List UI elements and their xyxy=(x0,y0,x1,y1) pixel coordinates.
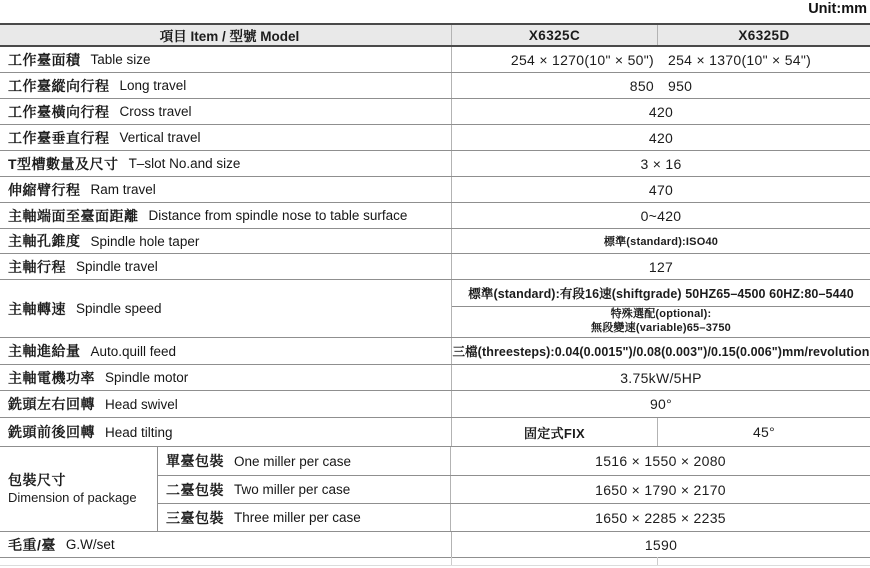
label-head-swivel xyxy=(0,391,452,417)
label-zh: 主軸電機功率 xyxy=(8,369,95,386)
label-zh: 二臺包裝 xyxy=(166,481,224,498)
label-en: G.W/set xyxy=(65,537,115,552)
label-en: Spindle hole taper xyxy=(90,233,200,249)
value-shared: 127 xyxy=(648,258,674,275)
value-gross-weight xyxy=(452,532,870,557)
value-spindle-hole-taper xyxy=(452,229,870,253)
value-shared: 470 xyxy=(648,181,674,198)
value-spindle-motor xyxy=(452,365,870,390)
label-ram-travel xyxy=(0,177,452,202)
value-shared: 1590 xyxy=(644,536,678,553)
label-package-one xyxy=(158,447,451,475)
label-zh: 毛重/臺 xyxy=(8,536,56,553)
value-standard: 標準(standard):有段16速(shiftgrade) 50HZ65–4500 60HZ:80–5440 xyxy=(468,287,854,301)
value-ram-travel xyxy=(452,177,870,202)
row-package-dimensions xyxy=(0,447,870,532)
label-zh: 單臺包裝 xyxy=(166,453,224,469)
value-x6325c: 254 × 1270(10" × 50") xyxy=(510,51,654,68)
value-package-one xyxy=(451,447,870,475)
value-long-travel xyxy=(452,73,870,98)
divider-line xyxy=(0,565,870,566)
header-item-model: 項目 Item / 型號 Model xyxy=(0,25,452,45)
value-x6325c: 850 xyxy=(629,77,654,94)
value-head-swivel xyxy=(452,391,870,417)
label-zh: 工作臺橫向行程 xyxy=(8,103,110,120)
value-shared: 1516 × 1550 × 2080 xyxy=(595,453,726,469)
value-45deg: 45° xyxy=(752,424,776,440)
value-x6325d: 950 xyxy=(668,77,693,94)
value-optional-line2: 無段變速(variable)65–3750 xyxy=(591,322,731,334)
value-x6325d: 254 × 1370(10" × 54") xyxy=(668,51,812,68)
label-zh: 工作臺面積 xyxy=(8,51,81,68)
row-package-two xyxy=(158,475,870,503)
value-package-two xyxy=(451,476,870,503)
label-en: Spindle speed xyxy=(76,301,162,316)
row-cross-travel xyxy=(0,99,870,125)
row-gross-weight xyxy=(0,532,870,558)
row-package-one xyxy=(158,447,870,475)
label-en: Dimension of package xyxy=(8,489,137,505)
row-spindle-hole-taper xyxy=(0,229,870,254)
cutoff-row-hint xyxy=(0,557,870,566)
specification-table xyxy=(0,23,870,558)
label-t-slot xyxy=(0,151,452,176)
label-spindle-travel xyxy=(0,254,452,279)
row-long-travel xyxy=(0,73,870,99)
table-header-row xyxy=(0,23,870,47)
label-zh: 銑頭前後回轉 xyxy=(8,424,95,440)
value-shared: 420 xyxy=(648,129,674,146)
label-en: One miller per case xyxy=(234,453,352,469)
label-zh: 銑頭左右回轉 xyxy=(8,396,95,412)
label-spindle-nose-distance xyxy=(0,203,452,228)
value-shared: 90° xyxy=(649,396,673,412)
row-t-slot xyxy=(0,151,870,177)
label-en: Cross travel xyxy=(119,104,192,119)
label-en: Auto.quill feed xyxy=(90,343,177,359)
row-vertical-travel xyxy=(0,125,870,151)
spindle-speed-standard xyxy=(452,280,870,306)
label-head-tilting xyxy=(0,418,452,446)
label-en: Long travel xyxy=(119,78,187,93)
value-quill-feed xyxy=(452,338,870,364)
label-package-two xyxy=(158,476,451,503)
label-en: Ram travel xyxy=(90,182,156,197)
label-spindle-hole-taper xyxy=(0,229,452,253)
row-head-tilting xyxy=(0,418,870,447)
value-vertical-travel xyxy=(452,125,870,150)
label-package-three xyxy=(158,504,451,531)
row-spindle-nose-distance xyxy=(0,203,870,229)
unit-label: Unit:mm xyxy=(808,1,867,17)
label-zh: 主軸進給量 xyxy=(8,343,81,359)
row-spindle-motor xyxy=(0,365,870,391)
label-en: Table size xyxy=(90,52,151,67)
value-shared: 3 × 16 xyxy=(640,155,682,172)
label-en: Spindle motor xyxy=(105,370,189,385)
package-sub-rows xyxy=(158,447,870,531)
row-quill-feed xyxy=(0,338,870,365)
label-spindle-speed xyxy=(0,280,452,337)
value-shared: 標準(standard):ISO40 xyxy=(603,236,719,248)
value-spindle-nose-distance xyxy=(452,203,870,228)
label-en: Head swivel xyxy=(105,396,178,412)
spindle-speed-optional xyxy=(452,306,870,337)
value-fix: 固定式FIX xyxy=(523,425,586,441)
value-shared: 三檔(threesteps):0.04(0.0015")/0.08(0.003")/0.15(0.006")mm/revolution xyxy=(452,345,870,359)
label-quill-feed xyxy=(0,338,452,364)
value-shared: 3.75kW/5HP xyxy=(620,369,702,386)
label-zh: 包裝尺寸 xyxy=(8,472,66,489)
row-table-size xyxy=(0,47,870,73)
header-model-x6325c: X6325C xyxy=(452,25,658,45)
label-en: Head tilting xyxy=(105,424,173,440)
label-en: Two miller per case xyxy=(234,482,351,497)
label-cross-travel xyxy=(0,99,452,124)
value-head-tilting-x6325c xyxy=(452,418,658,446)
value-package-three xyxy=(451,504,870,531)
value-shared: 1650 × 2285 × 2235 xyxy=(595,509,726,526)
label-zh: T型槽數量及尺寸 xyxy=(8,155,119,172)
value-cross-travel xyxy=(452,99,870,124)
value-shared: 420 xyxy=(648,103,674,120)
row-package-three xyxy=(158,503,870,531)
value-optional-line1: 特殊選配(optional): xyxy=(610,308,712,321)
value-head-tilting-x6325d xyxy=(658,418,870,446)
header-model-x6325d: X6325D xyxy=(738,27,790,43)
label-table-size xyxy=(0,47,452,72)
row-spindle-travel xyxy=(0,254,870,280)
label-en: Distance from spindle nose to table surface xyxy=(148,208,408,223)
label-zh: 主軸孔錐度 xyxy=(8,233,81,249)
value-table-size xyxy=(452,47,870,72)
row-ram-travel xyxy=(0,177,870,203)
label-package-dimensions xyxy=(0,447,158,531)
value-t-slot xyxy=(452,151,870,176)
value-shared: 0~420 xyxy=(640,207,682,224)
label-zh: 工作臺縱向行程 xyxy=(8,77,110,94)
value-shared: 1650 × 1790 × 2170 xyxy=(595,481,726,498)
label-long-travel xyxy=(0,73,452,98)
label-vertical-travel xyxy=(0,125,452,150)
label-zh: 伸縮臂行程 xyxy=(8,181,81,198)
label-en: Vertical travel xyxy=(119,130,201,145)
label-spindle-motor xyxy=(0,365,452,390)
label-zh: 主軸端面至臺面距離 xyxy=(8,207,139,224)
row-spindle-speed xyxy=(0,280,870,338)
label-en: Spindle travel xyxy=(76,259,158,274)
spindle-speed-values xyxy=(452,280,870,337)
label-gross-weight xyxy=(0,532,452,557)
label-zh: 工作臺垂直行程 xyxy=(8,129,110,146)
label-en: T–slot No.and size xyxy=(128,156,241,171)
value-spindle-travel xyxy=(452,254,870,279)
label-zh: 三臺包裝 xyxy=(166,509,224,526)
label-zh: 主軸行程 xyxy=(8,258,66,275)
row-head-swivel xyxy=(0,391,870,418)
label-en: Three miller per case xyxy=(234,510,361,525)
label-zh: 主軸轉速 xyxy=(8,300,66,317)
